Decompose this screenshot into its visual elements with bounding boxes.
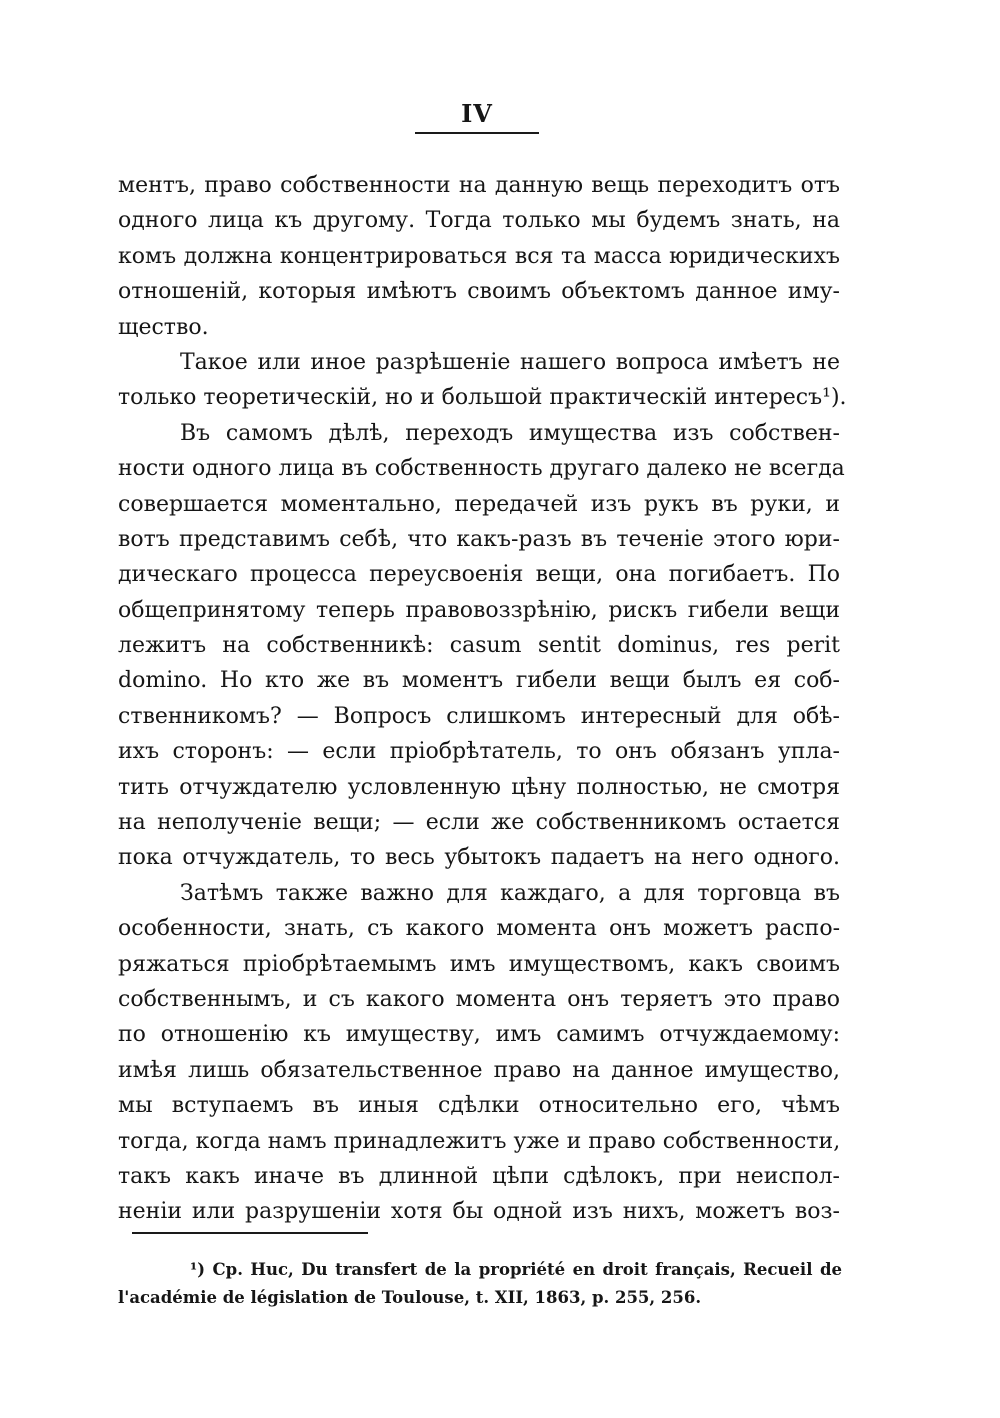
footnotes	[118, 1256, 842, 1312]
text-line: пока отчуждатель, то весь убытокъ падаетъ на него одного.	[118, 845, 840, 871]
text-line: только теоретическій, но и большой практическій интересъ¹).	[118, 385, 847, 411]
footnote-line: l'académie de législation de Toulouse, t. XII, 1863, p. 255, 256.	[118, 1288, 702, 1307]
header-rule	[415, 132, 539, 134]
text-line: комъ должна концентрироваться вся та масса юридическихъ	[118, 243, 840, 269]
text-line: Затѣмъ также важно для каждаго, а для торговца въ	[180, 880, 840, 906]
text-line: неніи или разрушеніи хотя бы одной изъ нихъ, можетъ воз-	[118, 1199, 840, 1225]
text-line: имѣя лишь обязательственное право на данное имущество,	[118, 1057, 840, 1083]
text-line: ментъ, право собственности на данную вещь переходитъ отъ	[118, 173, 840, 198]
text-line: ряжаться пріобрѣтаемымъ имъ имуществомъ, какъ своимъ	[118, 951, 840, 977]
text-line: мы вступаемъ въ иныя сдѣлки относительно его, чѣмъ	[118, 1093, 840, 1119]
text-line: domino. Но кто же въ моментъ гибели вещи былъ ея соб-	[118, 668, 840, 694]
text-line: одного лица къ другому. Тогда только мы будемъ знать, на	[118, 208, 840, 234]
text-line: вотъ представимъ себѣ, что какъ-разъ въ теченіе этого юри-	[118, 526, 840, 552]
page-number: IV	[461, 99, 493, 128]
text-line: на неполученіе вещи; — если же собственникомъ остается	[118, 810, 840, 836]
text-line: Въ самомъ дѣлѣ, переходъ имущества изъ собствен-	[180, 420, 840, 446]
text-line: ственникомъ? — Вопросъ слишкомъ интересный для обѣ-	[118, 703, 840, 729]
text-line: особенности, знать, съ какого момента онъ можетъ распо-	[118, 916, 840, 942]
text-line: собственнымъ, и съ какого момента онъ теряетъ это право	[118, 986, 840, 1012]
text-line: совершается моментально, передачей изъ рукъ въ руки, и	[118, 491, 840, 517]
text-line: по отношенію къ имуществу, имъ самимъ отчуждаемому:	[118, 1022, 840, 1048]
text-line: ихъ сторонъ: — если пріобрѣтатель, то онъ обязанъ упла-	[118, 739, 840, 765]
text-line: ности одного лица въ собственность другаго далеко не всегда	[118, 456, 845, 482]
text-line: тогда, когда намъ принадлежитъ уже и право собственности,	[118, 1128, 841, 1154]
text-line: тить отчуждателю условленную цѣну полностью, не смотря	[118, 774, 840, 800]
footnote-rule	[132, 1232, 368, 1234]
body-text	[118, 168, 847, 1230]
text-line: общепринятому теперь правовоззрѣнію, рискъ гибели вещи	[118, 597, 840, 623]
text-line: лежитъ на собственникѣ: casum sentit dominus, res perit	[118, 633, 840, 659]
text-line: Такое или иное разрѣшеніе нашего вопроса имѣетъ не	[180, 349, 840, 375]
text-line: щество.	[118, 314, 209, 340]
text-line: отношеній, которыя имѣютъ своимъ объектомъ данное иму-	[118, 279, 840, 305]
text-line: дическаго процесса переусвоенія вещи, она погибаетъ. По	[118, 562, 840, 588]
text-line: такъ какъ иначе въ длинной цѣпи сдѣлокъ, при неиспол-	[118, 1163, 840, 1189]
footnote-line: ¹) Cp. Huc, Du transfert de la propriété en droit français, Recueil de	[190, 1260, 842, 1279]
